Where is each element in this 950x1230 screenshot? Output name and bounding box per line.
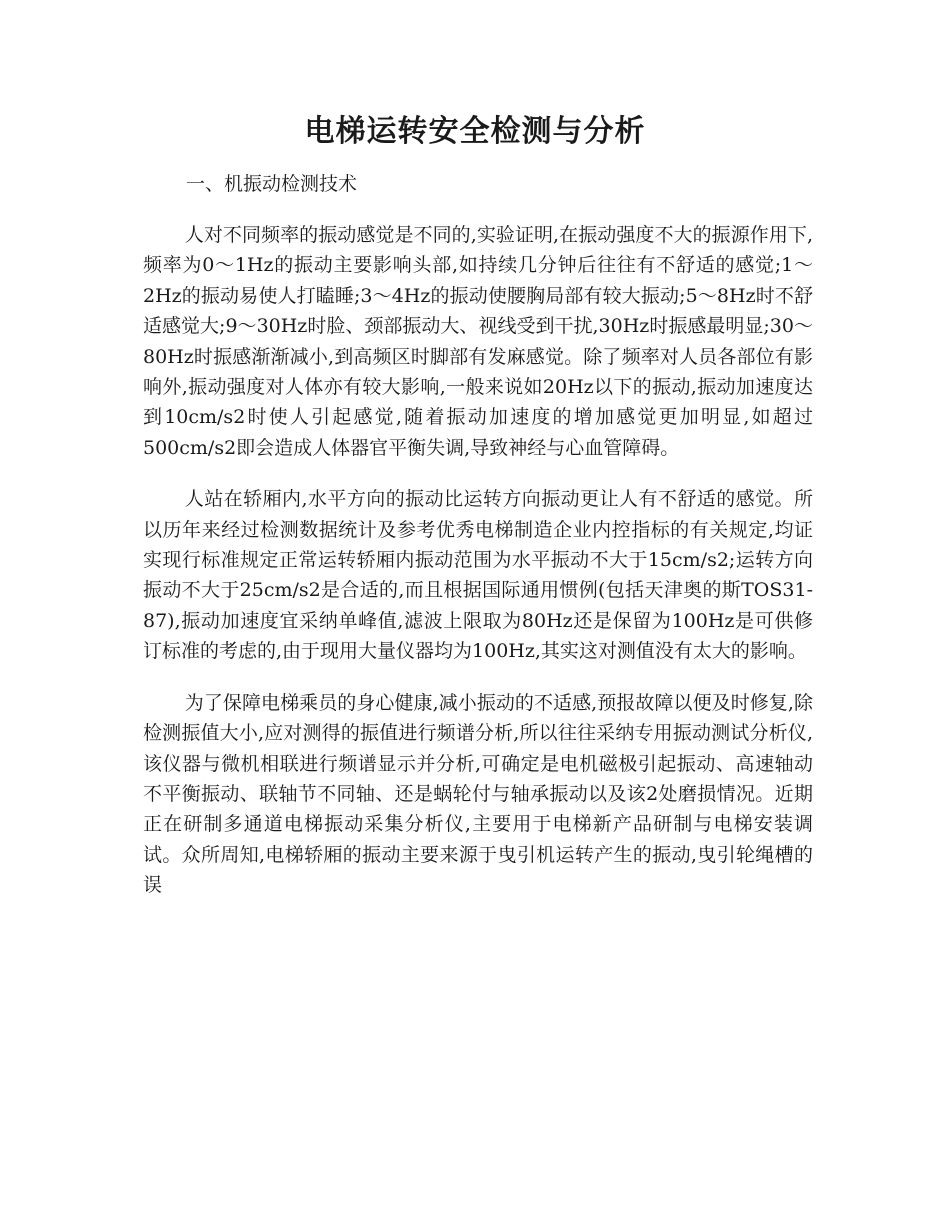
document-title: 电梯运转安全检测与分析: [304, 114, 646, 149]
paragraph-2: 人站在轿厢内,水平方向的振动比运转方向振动更让人有不舒适的感觉。所以历年来经过检测数据统计及参考优秀电梯制造企业内控指标的有关规定,均证实现行标准规定正常运转轿厢内振动范围为水平振动不大于15cm/s2;运转方向振动不大于25cm/s2是合适的,而且根据国际通用惯例(包括天津奥的斯TOS31-87),振动加速度宜采纳单峰值,滤波上限取为80Hz还是保留为100Hz是可供修订标准的考虑的,由于现用大量仪器均为100Hz,其实这对测值没有太大的影响。: [143, 488, 813, 663]
section-heading: 一、机振动检测技术: [186, 173, 358, 195]
paragraph-1: 人对不同频率的振动感觉是不同的,实验证明,在振动强度不大的振源作用下,频率为0～1Hz的振动主要影响头部,如持续几分钟后往往有不舒适的感觉;1～2Hz的振动易使人打瞌睡;3～4Hz的振动使腰胸局部有较大振动;5～8Hz时不舒适感觉大;9～30Hz时脸、颈部振动大、视线受到干扰,30Hz时振感最明显;30～80Hz时振感渐渐减小,到高频区时脚部有发麻感觉。除了频率对人员各部位有影响外,振动强度对人体亦有较大影响,一般来说如20Hz以下的振动,振动加速度达到10cm/s2时使人引起感觉,随着振动加速度的增加感觉更加明显,如超过500cm/s2即会造成人体器官平衡失调,导致神经与心血管障碍。: [143, 224, 813, 459]
body-text: [143, 220, 813, 922]
paragraph-3: 为了保障电梯乘员的身心健康,减小振动的不适感,预报故障以便及时修复,除检测振值大小,应对测得的振值进行频谱分析,所以往往采纳专用振动测试分析仪,该仪器与微机相联进行频谱显示并分析,可确定是电机磁极引起振动、高速轴动不平衡振动、联轴节不同轴、还是蜗轮付与轴承振动以及该2处磨损情况。近期正在研制多通道电梯振动采集分析仪,主要用于电梯新产品研制与电梯安装调试。众所周知,电梯轿厢的振动主要来源于曳引机运转产生的振动,曳引轮绳槽的误: [143, 691, 813, 897]
